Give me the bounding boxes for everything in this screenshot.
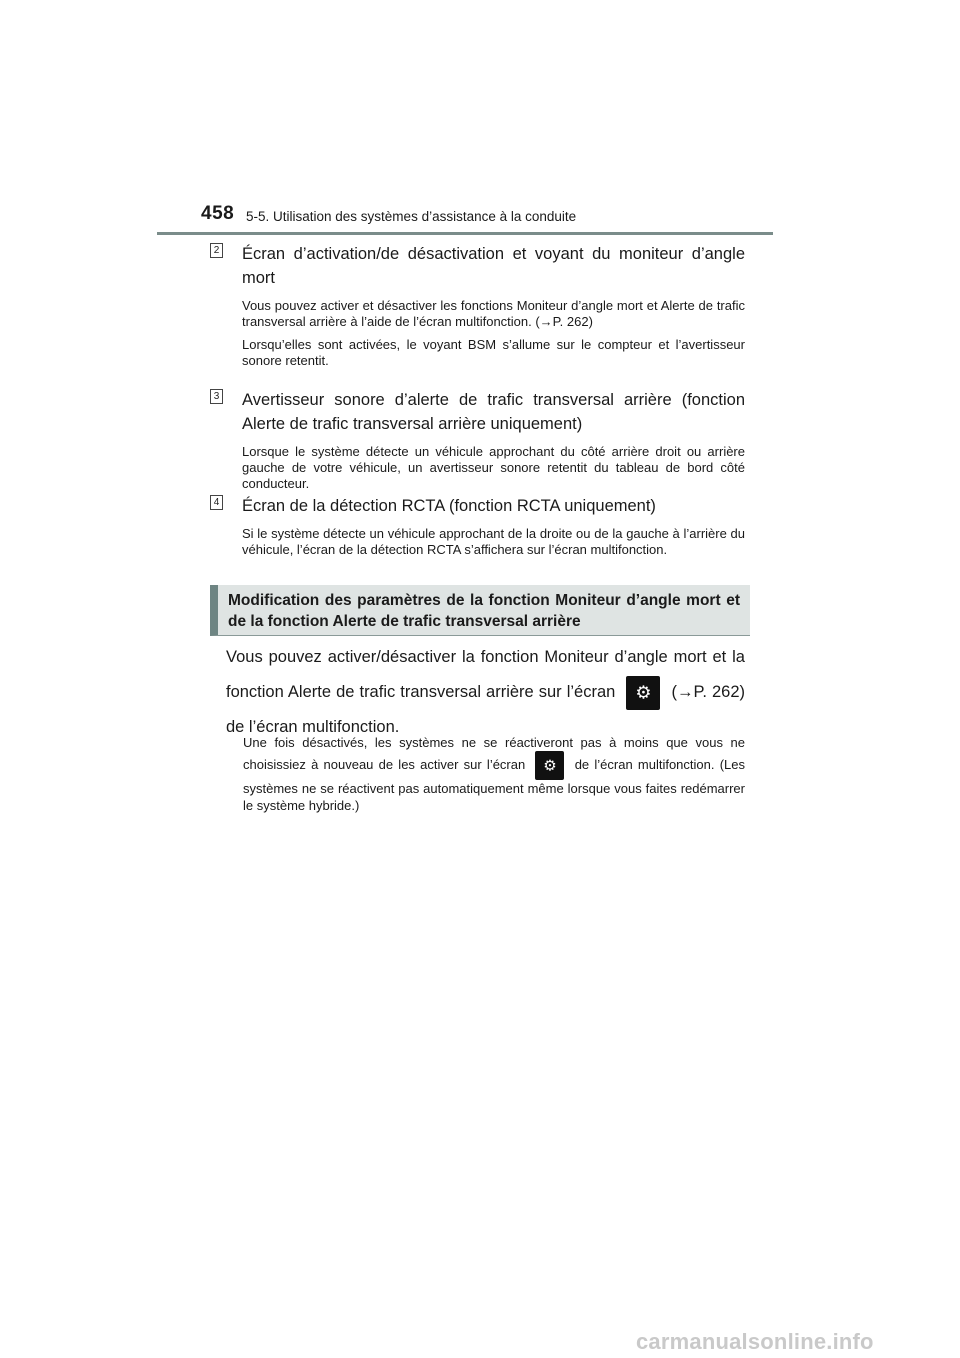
header-divider — [157, 232, 773, 235]
item-paragraph: Vous pouvez activer et désactiver les fonctions Moniteur d’angle mort et Alerte de trafic transversal arrière à l’aide de l’écran multifonction. (→P. 262) — [242, 298, 745, 329]
item-body — [242, 298, 745, 369]
item-paragraph: Lorsque le système détecte un véhicule approchant du côté arrière droit ou arrière gauche de votre véhicule, un avertisseur sonore retentit du tableau de bord côté conducteur. — [242, 444, 745, 491]
item-title: Écran d’activation/de désactivation et voyant du moniteur d’angle mort — [242, 245, 745, 287]
section-main-text — [226, 640, 745, 745]
item-paragraph: Si le système détecte un véhicule approchant de la droite ou de la gauche à l’arrière du véhicule, l’écran de la détection RCTA s’affichera sur l’écran multifonction. — [242, 526, 745, 557]
note-text-part: de l’écran multifonction. (Les systèmes ne se réactivent pas automatiquement même lorsque vous faites redémarrer le système hybride.) — [243, 756, 745, 813]
section-heading-box — [210, 585, 750, 636]
list-item-3 — [210, 388, 745, 499]
number-icon: 3 — [210, 389, 223, 404]
main-text-part: (→P. 262) de l’écran multifonction. — [226, 683, 745, 736]
page-number: 458 — [201, 203, 235, 224]
section-title: Modification des paramètres de la fonction Moniteur d’angle mort et de la fonction Alerte de trafic transversal arrière — [228, 592, 740, 630]
main-text-part: Vous pouvez activer/désactiver la fonction Moniteur d’angle mort et la fonction Alerte de trafic transversal arrière sur l’écran — [226, 648, 745, 701]
settings-icon — [535, 751, 564, 780]
number-icon: 4 — [210, 495, 223, 510]
item-paragraph: Lorsqu’elles sont activées, le voyant BSM s’allume sur le compteur et l’avertisseur sonore retentit. — [242, 337, 745, 368]
section-note-text — [243, 734, 745, 814]
settings-glyph: ⚙ — [635, 682, 652, 704]
item-body — [242, 526, 745, 558]
list-item-4 — [210, 494, 745, 565]
list-item-2 — [210, 242, 745, 376]
number-icon: 2 — [210, 243, 223, 258]
item-title: Avertisseur sonore d’alerte de trafic transversal arrière (fonction Alerte de trafic transversal arrière uniquement) — [242, 391, 745, 433]
settings-glyph: ⚙ — [543, 756, 557, 774]
chapter-title: 5-5. Utilisation des systèmes d’assistance à la conduite — [246, 209, 577, 224]
item-title: Écran de la détection RCTA (fonction RCTA uniquement) — [242, 497, 656, 515]
watermark: carmanualsonline.info — [636, 1329, 874, 1354]
settings-icon — [626, 676, 660, 710]
note-text-part: Une fois désactivés, les systèmes ne se réactiveront pas à moins que vous ne choisissiez à nouveau de les activer sur l’écran — [243, 735, 745, 772]
item-body — [242, 444, 745, 492]
